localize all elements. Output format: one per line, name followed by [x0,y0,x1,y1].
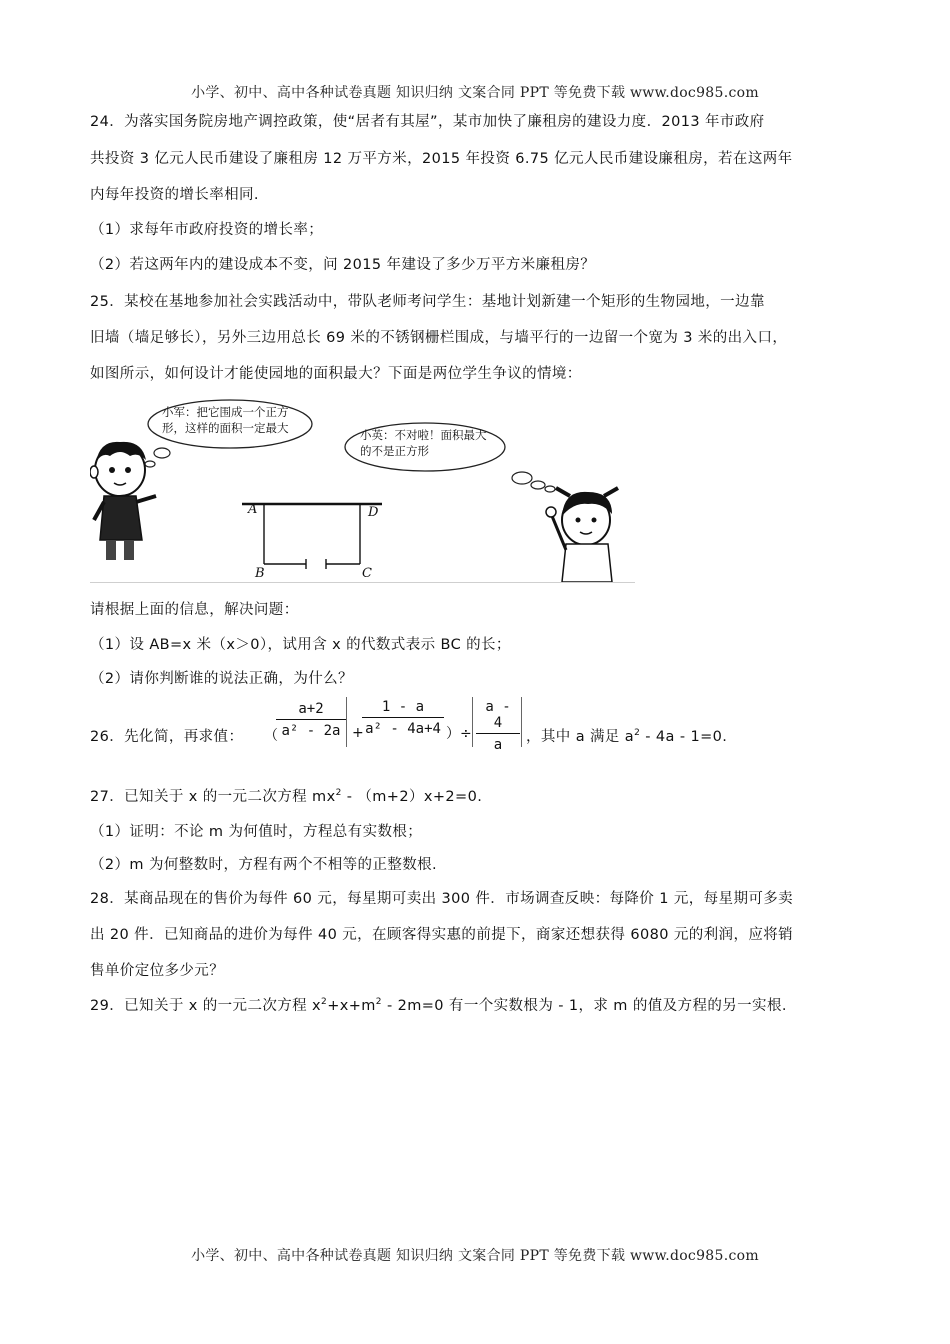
corner-b: B [255,566,265,581]
q24-line-1: 24．为落实国务院房地产调控政策，使“居者有其屋”，某市加快了廉租房的建设力度．2013 年市政府 [90,114,765,130]
bubble-right-text: 小英：不对啦！面积最大的不是正方形 [360,428,487,458]
q26-frac1-den: a² - 2a [281,723,341,739]
q27-sub-1: （1）证明：不论 m 为何值时，方程总有实数根； [90,824,423,840]
right-bubble-dot [512,472,532,484]
q29-post: - 2m=0 有一个实数根为 - 1，求 m 的值及方程的另一实根. [381,998,787,1014]
q27-stem [90,785,482,806]
q25-line-1: 25．某校在基地参加社会实践活动中，带队老师考问学生：基地计划新建一个矩形的生物园地，一边靠 [90,294,765,310]
q26-fraction-1 [276,701,346,739]
girl-illustration [546,488,618,582]
corner-c: C [362,566,372,581]
q24-sub-2: （2）若这两年内的建设成本不变，问 2015 年建设了多少万平方米廉租房？ [90,257,596,273]
q26-fraction-2 [362,699,444,737]
q24-line-3: 内每年投资的增长率相同. [90,187,259,203]
q25-sub-1: （1）设 AB=x 米（x＞0），试用含 x 的代数式表示 BC 的长； [90,637,511,653]
q26-expression [258,697,528,753]
q26-frac2-num: 1 - a [362,699,444,718]
q25-line-3: 如图所示，如何设计才能使园地的面积最大？下面是两位学生争议的情境： [90,366,582,382]
q28-line-2: 出 20 件．已知商品的进价为每件 40 元，在顾客得实惠的前提下，商家还想获得 6080 元的利润，应将销 [90,927,794,943]
left-bubble-dot [145,461,155,467]
q24-sub-1: （1）求每年市政府投资的增长率； [90,222,324,238]
right-bubble-dot [531,481,545,489]
q28-line-1: 28．某商品现在的售价为每件 60 元，每星期可卖出 300 件．市场调查反映：每降价 1 元，每星期可多卖 [90,891,794,907]
q25-line-2: 旧墙（墙足够长），另外三边用总长 69 米的不锈钢栅栏围成，与墙平行的一边留一个宽为 3 米的出入口， [90,330,788,346]
q29-mid: +x+m [327,998,376,1014]
divider-line [472,697,473,747]
q26-tail-post: - 4a - 1=0. [640,729,728,745]
right-bubble-dot [545,486,555,492]
q26-tail-pre: ，其中 a 满足 a [526,729,635,745]
q29-sup-2: 2 [375,997,382,1007]
corner-d: D [368,505,379,520]
q29-sup-1: 2 [321,997,328,1007]
q26-frac3-den: a [493,737,503,753]
q26-frac1-num: a+2 [276,701,346,720]
q26-open-paren: （ [264,728,278,744]
q26-fraction-3 [476,699,520,753]
divider-line [521,697,522,747]
left-bubble-dot [154,448,170,458]
q26-plus: + [352,725,364,741]
boy-illustration [90,442,156,560]
q27-sup: 2 [335,788,342,798]
divider-line [346,697,347,747]
q26-frac3-num: a - 4 [476,699,520,734]
q26-tail-sup: 2 [634,728,641,738]
bubble-left-text: 小军：把它围成一个正方形，这样的面积一定最大 [162,405,289,435]
q29-stem [90,994,787,1015]
page-footer: 小学、初中、高中各种试卷真题 知识归纳 文案合同 PPT 等免费下载 www.doc985.com [191,1248,759,1264]
page-header: 小学、初中、高中各种试卷真题 知识归纳 文案合同 PPT 等免费下载 www.doc985.com [191,85,759,101]
q25-figure [90,390,635,583]
q29-pre: 29．已知关于 x 的一元二次方程 x [90,998,322,1014]
q28-line-3: 售单价定位多少元？ [90,963,225,979]
q27-post: - （m+2）x+2=0. [341,789,483,805]
q27-sub-2: （2）m 为何整数时，方程有两个不相等的正整数根. [90,857,438,873]
corner-a: A [248,502,258,517]
q26-close-div: ）÷ [446,726,472,742]
q25-sub-2: （2）请你判断谁的说法正确，为什么？ [90,671,353,687]
q24-line-2: 共投资 3 亿元人民币建设了廉租房 12 万平方米，2015 年投资 6.75 亿元人民币建设廉租房，若在这两年 [90,151,793,167]
q25-prompt: 请根据上面的信息，解决问题： [90,602,299,618]
q27-pre: 27．已知关于 x 的一元二次方程 mx [90,789,336,805]
q26-condition [526,725,727,746]
q26-frac2-den: a² - 4a+4 [365,721,441,737]
q26-lead: 26．先化简，再求值： [90,729,244,745]
